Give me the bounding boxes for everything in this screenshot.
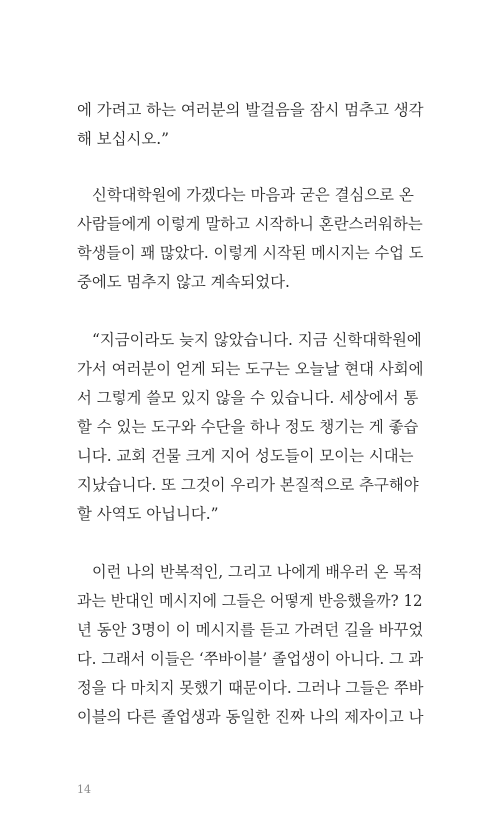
text-line: 에 가려고 하는 여러분의 발걸음을 잠시 멈추고 생각 — [77, 101, 424, 119]
text-line: 서 그렇게 쓸모 있지 않을 수 있습니다. 세상에서 통 — [77, 389, 419, 407]
page-number: 14 — [77, 783, 91, 796]
text-line: 중에도 멈추지 않고 계속되었다. — [77, 273, 290, 291]
text-line: 년 동안 3명이 이 메시지를 듣고 가려던 길을 바꾸었 — [77, 621, 424, 639]
text-line: 가서 여러분이 얻게 되는 도구는 오늘날 현대 사회에 — [77, 360, 424, 378]
text-line: 학생들이 꽤 많았다. 이렇게 시작된 메시지는 수업 도 — [77, 244, 424, 262]
text-line: 지났습니다. 또 그것이 우리가 본질적으로 추구해야 — [77, 476, 419, 494]
text-line: 신학대학원에 가겠다는 마음과 굳은 결심으로 온 — [92, 186, 414, 204]
text-line: 정을 다 마치지 못했기 때문이다. 그러나 그들은 쭈바 — [77, 679, 424, 697]
text-line: 할 수 있는 도구와 수단을 하나 정도 챙기는 게 좋습 — [77, 418, 419, 436]
text-line: 과는 반대인 메시지에 그들은 어떻게 반응했을까? 12 — [77, 592, 423, 610]
text-line: 사람들에게 이렇게 말하고 시작하니 혼란스러워하는 — [77, 215, 423, 233]
text-line: “지금이라도 늦지 않았습니다. 지금 신학대학원에 — [92, 331, 422, 349]
text-line: 이런 나의 반복적인, 그리고 나에게 배우러 온 목적 — [92, 563, 423, 581]
text-line: 해 보십시오.” — [77, 130, 169, 148]
text-line: 다. 그래서 이들은 ‘쭈바이블’ 졸업생이 아니다. 그 과 — [77, 650, 424, 668]
text-line: 이블의 다른 졸업생과 동일한 진짜 나의 제자이고 나 — [77, 708, 424, 726]
text-line: 할 사역도 아닙니다.” — [77, 505, 219, 523]
text-line: 니다. 교회 건물 크게 지어 성도들이 모이는 시대는 — [77, 447, 414, 465]
